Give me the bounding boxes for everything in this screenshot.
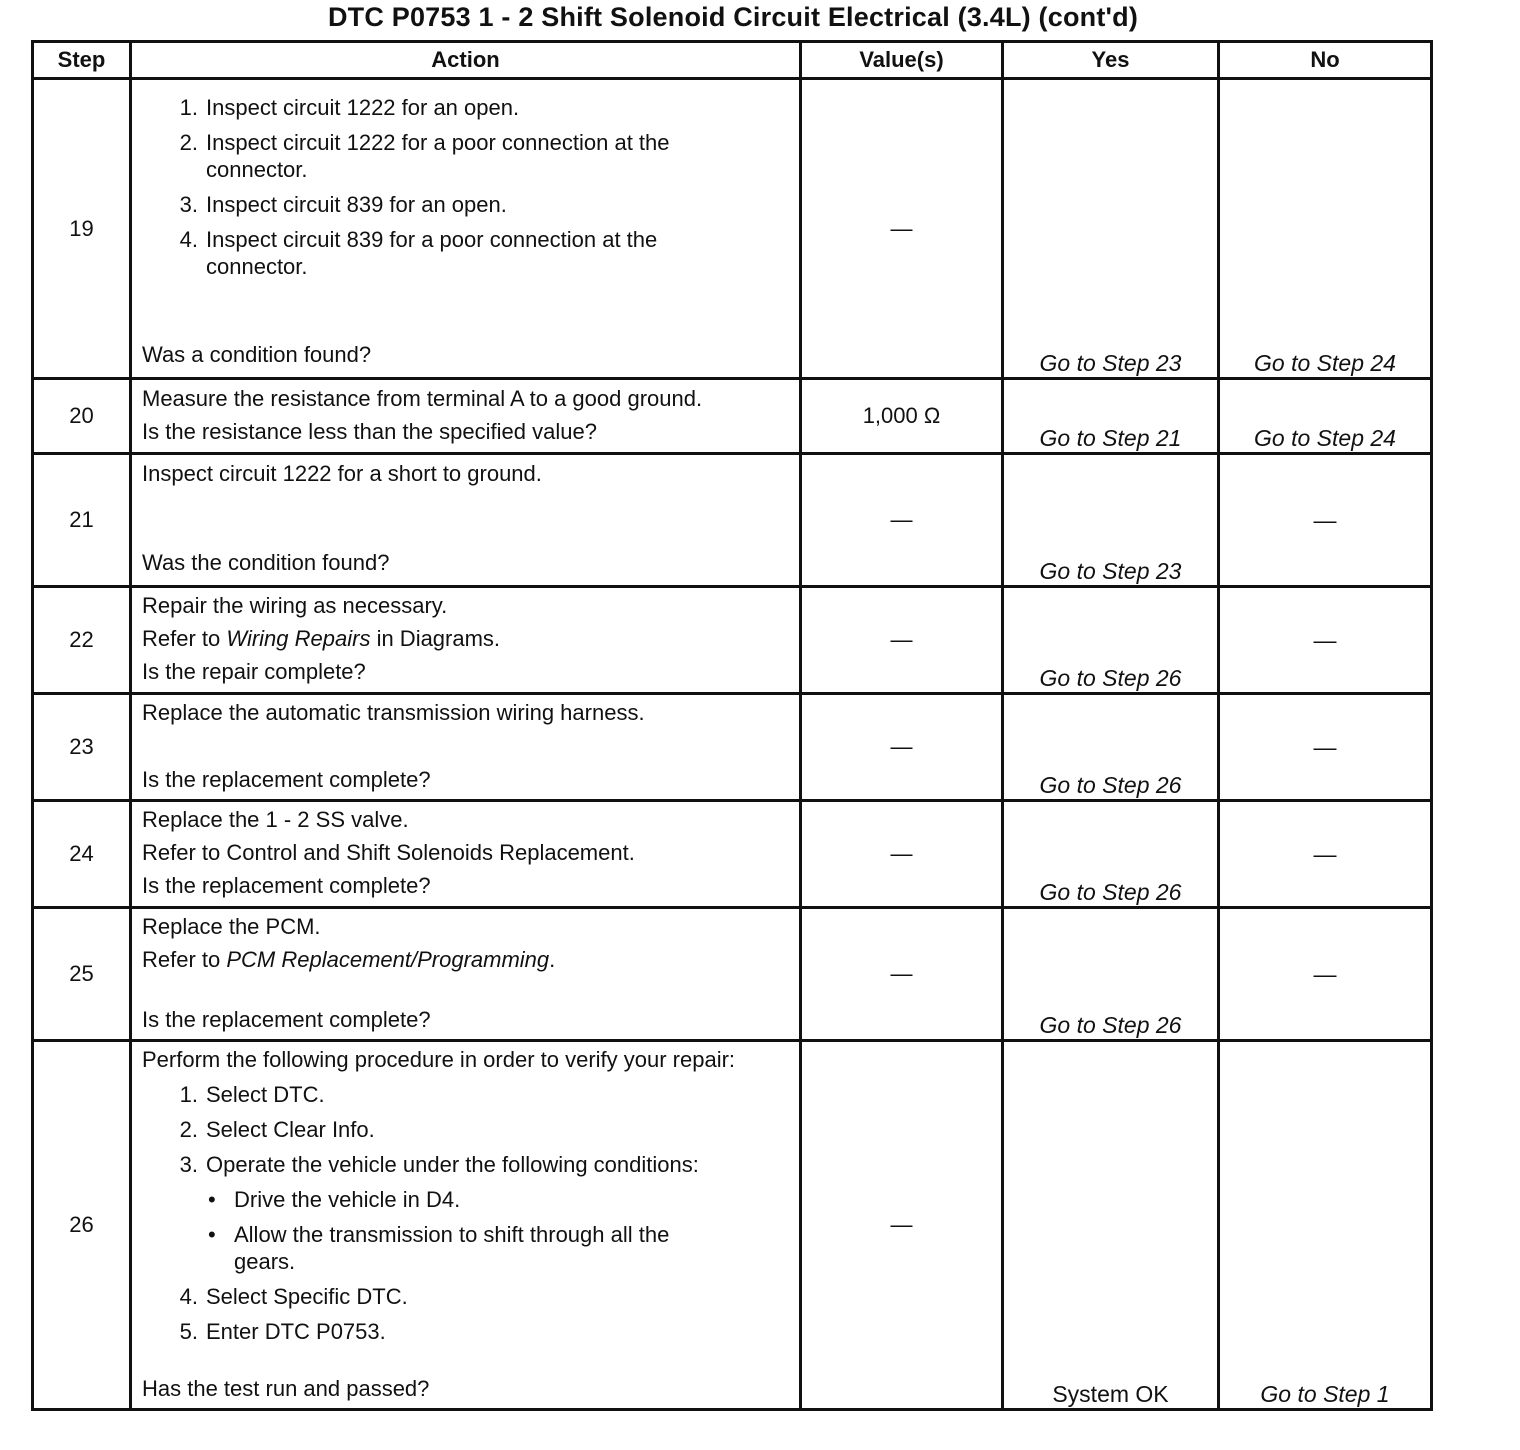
- list-item: 1. Select DTC.: [179, 1082, 325, 1107]
- question-text: Has the test run and passed?: [142, 1376, 430, 1401]
- question-text: Was a condition found?: [142, 342, 372, 367]
- table-row: [33, 1041, 1432, 1410]
- table-row: [33, 908, 1432, 1041]
- action-cell: [131, 694, 801, 801]
- refer-text: Refer to PCM Replacement/Programming.: [142, 947, 556, 972]
- question-text: Was the condition found?: [142, 550, 390, 575]
- action-text: Repair the wiring as necessary.: [142, 593, 448, 618]
- yes-cell: Go to Step 21: [1003, 379, 1219, 454]
- value-cell: —: [801, 801, 1003, 908]
- action-cell: [131, 454, 801, 587]
- action-cell: [131, 79, 801, 379]
- step-number: 24: [33, 801, 131, 908]
- table-row: [33, 79, 1432, 379]
- step-number: 20: [33, 379, 131, 454]
- no-cell: —: [1219, 587, 1432, 694]
- value-cell: —: [801, 694, 1003, 801]
- yes-cell: Go to Step 26: [1003, 694, 1219, 801]
- value-cell: —: [801, 908, 1003, 1041]
- refer-text: Refer to Wiring Repairs in Diagrams.: [142, 626, 501, 651]
- action-cell: [131, 587, 801, 694]
- action-text: Replace the automatic transmission wiring harness.: [142, 700, 645, 725]
- no-cell: —: [1219, 908, 1432, 1041]
- no-cell: Go to Step 1: [1219, 1041, 1432, 1410]
- header-values: Value(s): [801, 42, 1003, 79]
- list-item: 1. Inspect circuit 1222 for an open.: [179, 95, 520, 120]
- action-text: Replace the PCM.: [142, 914, 321, 939]
- action-cell: [131, 379, 801, 454]
- action-cell: [131, 1041, 801, 1410]
- header-action: Action: [131, 42, 801, 79]
- header-yes: Yes: [1003, 42, 1219, 79]
- header-no: No: [1219, 42, 1432, 79]
- yes-cell: Go to Step 23: [1003, 454, 1219, 587]
- refer-link-text: PCM Replacement/Programming: [226, 947, 550, 972]
- bullet-item: • Allow the transmission to shift through all the gears.: [208, 1222, 670, 1274]
- value-cell: —: [801, 1041, 1003, 1410]
- header-row: [33, 42, 1432, 79]
- table-row: [33, 801, 1432, 908]
- no-cell: —: [1219, 454, 1432, 587]
- diagnostic-table: [31, 40, 1433, 1411]
- list-item: 2. Inspect circuit 1222 for a poor connection at the connector.: [179, 130, 670, 182]
- list-item: 2. Select Clear Info.: [179, 1117, 375, 1142]
- value-cell: 1,000 Ω: [801, 379, 1003, 454]
- refer-link-text: Wiring Repairs: [226, 626, 371, 651]
- no-cell: Go to Step 24: [1219, 379, 1432, 454]
- action-text: Inspect circuit 1222 for a short to ground.: [142, 461, 542, 486]
- action-text: Replace the 1 - 2 SS valve.: [142, 807, 409, 832]
- page-title: DTC P0753 1 - 2 Shift Solenoid Circuit Electrical (3.4L) (cont'd): [327, 2, 1139, 32]
- no-cell: —: [1219, 694, 1432, 801]
- table-row: [33, 587, 1432, 694]
- table-row: [33, 379, 1432, 454]
- table-row: [33, 454, 1432, 587]
- step-number: 22: [33, 587, 131, 694]
- action-text: Measure the resistance from terminal A to a good ground.: [142, 386, 703, 411]
- question-text: Is the replacement complete?: [142, 873, 431, 898]
- step-number: 21: [33, 454, 131, 587]
- step-number: 26: [33, 1041, 131, 1410]
- action-cell: [131, 801, 801, 908]
- yes-cell: Go to Step 23: [1003, 79, 1219, 379]
- step-number: 23: [33, 694, 131, 801]
- value-cell: —: [801, 454, 1003, 587]
- question-text: Is the replacement complete?: [142, 1007, 431, 1032]
- yes-cell: Go to Step 26: [1003, 587, 1219, 694]
- yes-cell: Go to Step 26: [1003, 908, 1219, 1041]
- list-item: 4. Select Specific DTC.: [179, 1284, 408, 1309]
- list-item: 4. Inspect circuit 839 for a poor connection at the connector.: [179, 227, 658, 279]
- value-cell: —: [801, 79, 1003, 379]
- question-text: Is the repair complete?: [142, 659, 366, 684]
- list-item: 3. Inspect circuit 839 for an open.: [179, 192, 507, 217]
- value-cell: —: [801, 587, 1003, 694]
- action-cell: [131, 908, 801, 1041]
- header-step: Step: [33, 42, 131, 79]
- step-number: 25: [33, 908, 131, 1041]
- refer-text: Refer to Control and Shift Solenoids Replacement.: [142, 840, 635, 865]
- question-text: Is the replacement complete?: [142, 767, 431, 792]
- action-text: Perform the following procedure in order to verify your repair:: [142, 1047, 736, 1072]
- no-cell: —: [1219, 801, 1432, 908]
- list-item: 5. Enter DTC P0753.: [179, 1319, 386, 1344]
- no-cell: Go to Step 24: [1219, 79, 1432, 379]
- yes-cell: System OK: [1003, 1041, 1219, 1410]
- bullet-item: • Drive the vehicle in D4.: [208, 1187, 461, 1212]
- table-row: [33, 694, 1432, 801]
- step-number: 19: [33, 79, 131, 379]
- yes-cell: Go to Step 26: [1003, 801, 1219, 908]
- list-item: 3. Operate the vehicle under the following conditions:: [179, 1152, 699, 1177]
- question-text: Is the resistance less than the specified value?: [142, 419, 597, 444]
